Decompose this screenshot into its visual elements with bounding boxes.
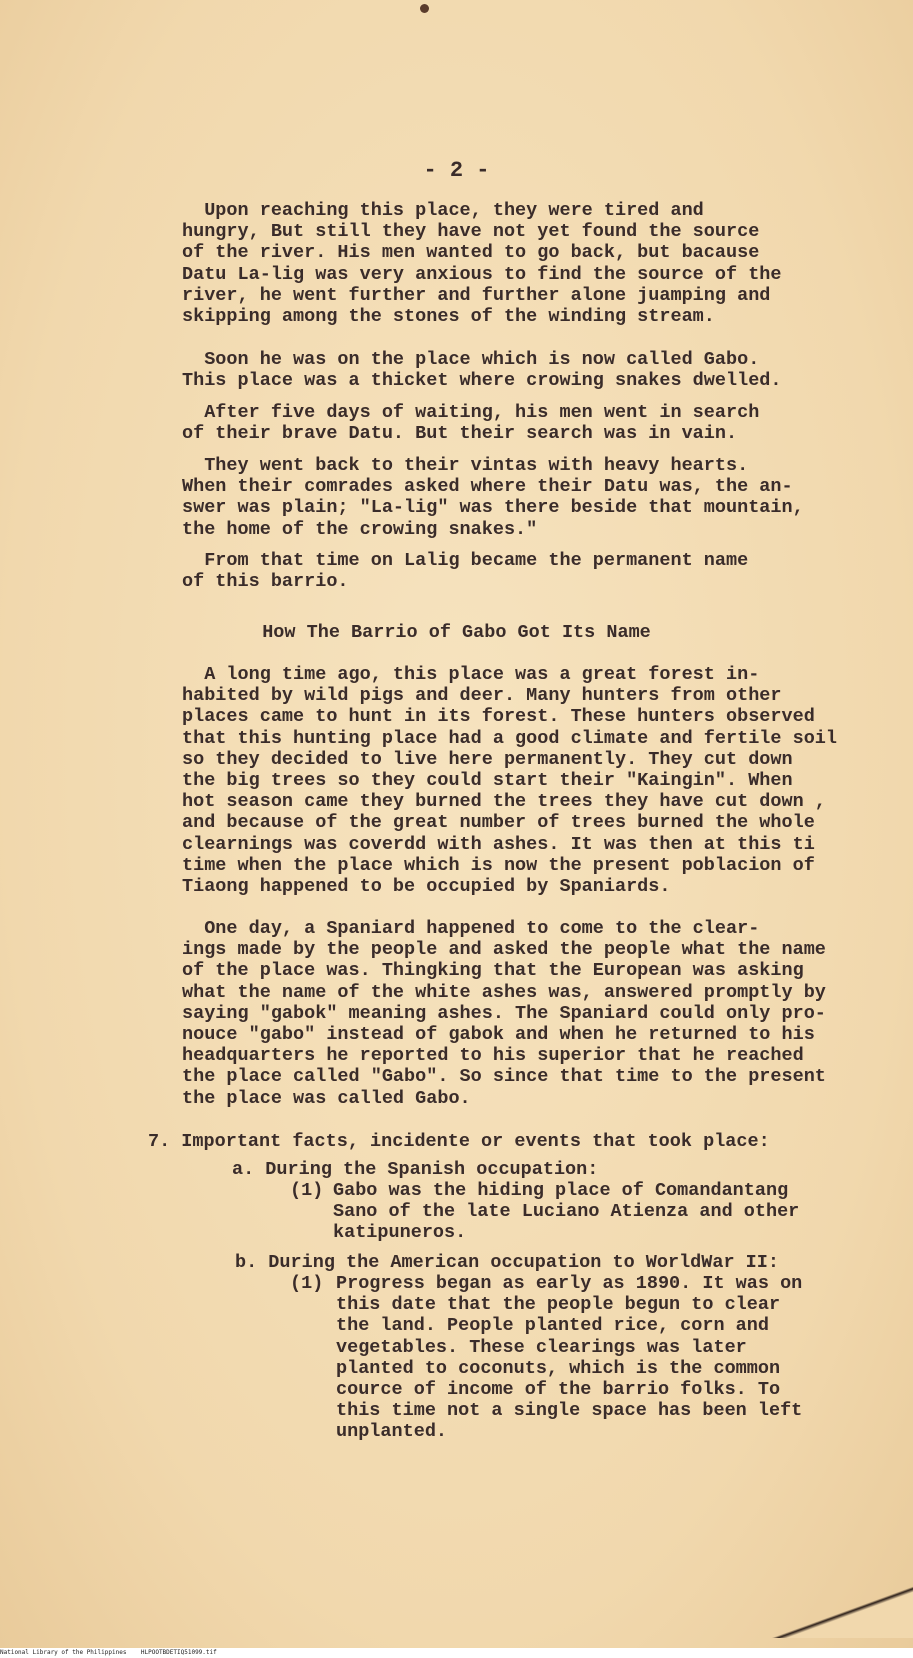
page-number: - 2 - xyxy=(423,158,490,183)
paragraph-5: From that time on Lalig became the permanent name of this barrio. xyxy=(182,550,749,593)
list-item-7: 7. Important facts, incidente or events that took place: xyxy=(148,1131,770,1152)
scan-footer: National Library of the Philippines HLPOOTBDETIQ51099.tif xyxy=(0,1648,913,1658)
paragraph-1: Upon reaching this place, they were tired and hungry, But still they have not yet found the source of the river. His men wanted to go back, but bacause Datu La-lig was very anxious to find the source of the river, he went further and further alone juamping and skipping among the stones of the winding stream. xyxy=(182,200,782,328)
list-item-7b1: Progress began as early as 1890. It was on this date that the people begun to clear the land. People planted rice, corn and vegetables. These clearings was later planted to coconuts, which is the common cource of income of the barrio folks. To this time not a single space has been left unplanted. xyxy=(336,1273,803,1443)
list-item-7b1-number: (1) xyxy=(290,1273,324,1294)
list-item-7a1-number: (1) xyxy=(290,1180,324,1201)
paragraph-2: Soon he was on the place which is now called Gabo. This place was a thicket where crowing snakes dwelled. xyxy=(182,349,782,392)
list-item-7a: a. During the Spanish occupation: xyxy=(232,1159,599,1180)
paragraph-3: After five days of waiting, his men went in search of their brave Datu. But their search was in vain. xyxy=(182,402,760,445)
paragraph-6: A long time ago, this place was a great forest in- habited by wild pigs and deer. Many hunters from other places came to hunt in its forest. These hunters observed that this hunting place had a good climate and fertile soil so they decided to live here permanently. They cut down the big trees so they could start their "Kaingin". When hot season came they burned the trees they have cut down , and because of the great number of trees burned the whole clearnings was coverdd with ashes. It was then at this ti time when the place which is now the present poblacion of Tiaong happened to be occupied by Spaniards. xyxy=(182,664,838,898)
paragraph-7: One day, a Spaniard happened to come to the clear- ings made by the people and asked the people what the name of the place was. Thingking that the European was asking what the name of the white ashes was, answered promptly by saying "gabok" meaning ashes. The Spaniard could only pro- nouce "gabo" instead of gabok and when he returned to his headquarters he reported to his superior that he reached the place called "Gabo". So since that time to the present the place was called Gabo. xyxy=(182,918,826,1109)
list-item-7b: b. During the American occupation to WorldWar II: xyxy=(235,1252,779,1273)
paragraph-4: They went back to their vintas with heavy hearts. When their comrades asked where their Datu was, the an- swer was plain; "La-lig" was there beside that mountain, the home of the crowing snakes." xyxy=(182,455,804,540)
punch-hole xyxy=(420,4,429,13)
list-item-7a1: Gabo was the hiding place of Comandantang Sano of the late Luciano Atienza and other katipuneros. xyxy=(333,1180,800,1244)
section-heading: How The Barrio of Gabo Got Its Name xyxy=(262,622,651,643)
page-corner-curl xyxy=(763,1578,913,1638)
